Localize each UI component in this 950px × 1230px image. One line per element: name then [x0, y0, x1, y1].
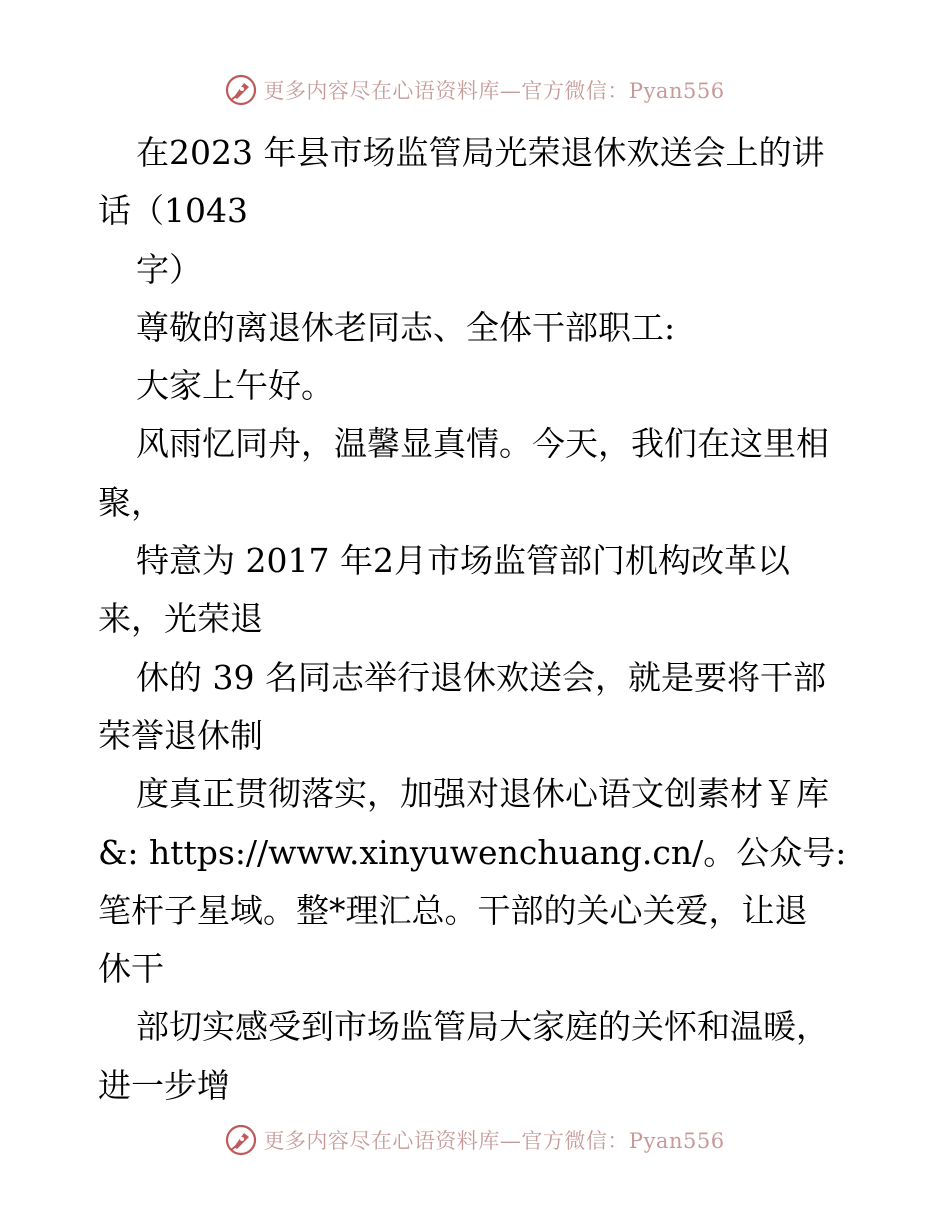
- text-line: 特意为 2017 年2月市场监管部门机构改革以: [136, 541, 790, 581]
- text-line: 大家上午好。: [136, 366, 334, 406]
- text-line: 字）: [136, 249, 202, 289]
- footer-banner: [0, 1120, 950, 1160]
- text-line: 话（1043: [98, 191, 248, 231]
- text-line: 休干: [98, 949, 164, 989]
- text-line: 在2023 年县市场监管局光荣退休欢送会上的讲: [136, 133, 825, 172]
- pen-nib-logo-icon: [225, 74, 257, 106]
- text-line: 聚，: [98, 482, 164, 522]
- text-line: 笔杆子星域。整*理汇总。干部的关心关爱，让退: [98, 890, 808, 930]
- text-line: 风雨忆同舟，温馨显真情。今天，我们在这里相: [136, 424, 829, 464]
- document-body: [98, 124, 858, 1115]
- text-line: 度真正贯彻落实，加强对退休心语文创素材￥库: [136, 774, 829, 814]
- text-line: 尊敬的离退休老同志、全体干部职工:: [136, 307, 676, 347]
- footer-banner-text: 更多内容尽在心语资料库—官方微信：Pyan556: [263, 1129, 725, 1153]
- header-banner: [0, 70, 950, 110]
- text-line: 休的 39 名同志举行退休欢送会，就是要将干部: [136, 657, 826, 697]
- text-line: 进一步增: [98, 1065, 230, 1105]
- text-line: 来，光荣退: [98, 599, 263, 639]
- text-line: 部切实感受到市场监管局大家庭的关怀和温暖，: [136, 1007, 829, 1047]
- header-banner-text: 更多内容尽在心语资料库—官方微信：Pyan556: [263, 79, 725, 103]
- text-line: 荣誉退休制: [98, 715, 263, 755]
- text-line: &: https://www.xinyuwenchuang.cn/。公众号:: [98, 832, 847, 872]
- pen-nib-logo-icon: [225, 1124, 257, 1156]
